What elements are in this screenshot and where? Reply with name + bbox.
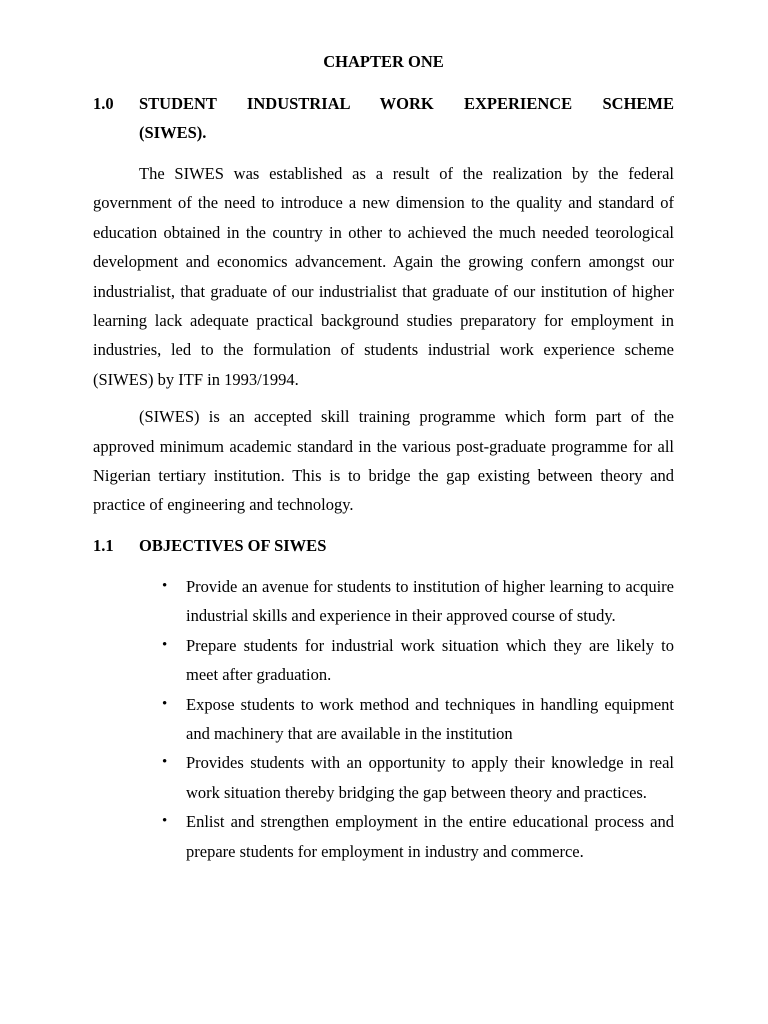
section-title: OBJECTIVES OF SIWES xyxy=(139,535,327,555)
bullet-icon: • xyxy=(162,754,168,771)
objectives-list xyxy=(93,572,674,866)
bullet-icon: • xyxy=(162,813,168,830)
paragraph: (SIWES) is an accepted skill training programme which form part of the approved minimum academic standard in the various post-graduate programme for all Nigerian tertiary institution. This is to bridge the gap existing between theory and practice of engineering and technology. xyxy=(93,407,674,515)
chapter-title: CHAPTER ONE xyxy=(323,52,444,71)
list-item xyxy=(162,690,674,749)
section-title-line1: STUDENT INDUSTRIAL WORK EXPERIENCE SCHEME xyxy=(139,94,674,113)
section-number: 1.0 xyxy=(93,94,114,113)
document-page xyxy=(93,48,674,866)
list-item xyxy=(162,807,674,866)
list-item xyxy=(162,631,674,690)
section-title-line2: (SIWES). xyxy=(139,123,207,142)
section-heading-1-0 xyxy=(93,89,674,147)
list-item-text: Provide an avenue for students to institution of higher learning to acquire industrial skills and experience in their approved course of study. xyxy=(186,576,674,626)
section-title xyxy=(139,89,674,147)
list-item-text: Expose students to work method and techniques in handling equipment and machinery that are available in the institution xyxy=(186,694,674,743)
bullet-icon: • xyxy=(162,577,168,594)
bullet-icon: • xyxy=(162,695,168,712)
list-item xyxy=(162,748,674,807)
list-item-text: Prepare students for industrial work situation which they are likely to meet after graduation. xyxy=(186,635,674,685)
section-heading-1-1 xyxy=(93,531,674,560)
paragraph: The SIWES was established as a result of the realization by the federal government of the need to introduce a new dimension to the quality and standard of education obtained in the country in other to achieved the much needed teorological development and economics advancement. Again the growing confern amongst our industrialist, that graduate of our industrialist that graduate of our institution of higher learning lack adequate practical background studies preparatory for employment in industries, led to the formulation of students industrial work experience scheme (SIWES) by ITF in 1993/1994. xyxy=(93,164,674,389)
list-item xyxy=(162,572,674,631)
list-item-text: Enlist and strengthen employment in the entire educational process and prepare students for employment in industry and commerce. xyxy=(186,812,674,861)
section-number: 1.1 xyxy=(93,535,114,555)
list-item-text: Provides students with an opportunity to apply their knowledge in real work situation thereby bridging the gap between theory and practices. xyxy=(186,753,674,802)
bullet-icon: • xyxy=(162,636,168,653)
